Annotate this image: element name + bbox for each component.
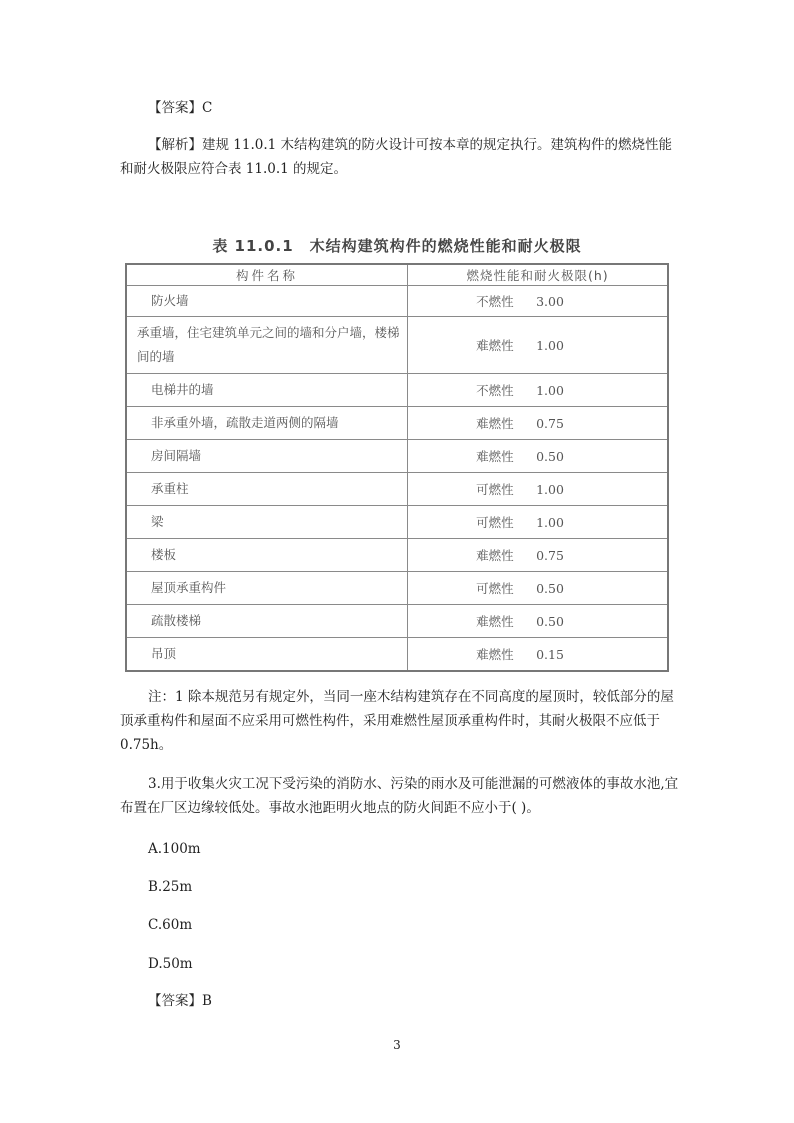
combustibility-class: 难燃性 [476, 449, 514, 464]
component-name: 防火墙 [126, 286, 408, 317]
table-row [126, 407, 668, 440]
component-name: 承重柱 [126, 473, 408, 506]
option-b: B.25m [148, 879, 193, 895]
fire-limit: 3.00 [536, 294, 564, 309]
table-row [126, 374, 668, 407]
combustibility-class: 难燃性 [476, 646, 514, 662]
component-name: 吊顶 [126, 638, 408, 671]
component-name: 非承重外墙，疏散走道两侧的隔墙 [126, 407, 408, 440]
table-row [126, 605, 668, 638]
table-title: 表 11.0.1 木结构建筑构件的燃烧性能和耐火极限 [212, 237, 582, 255]
table-row [126, 506, 668, 539]
component-name: 电梯井的墙 [126, 374, 408, 407]
fire-limit: 1.00 [536, 515, 564, 530]
combustibility-class: 可燃性 [476, 482, 514, 497]
table-row [126, 638, 668, 671]
fire-limit: 0.50 [536, 614, 564, 629]
fire-limit: 1.00 [536, 383, 564, 398]
table-row [126, 317, 668, 374]
fire-rating [408, 407, 668, 440]
component-name: 房间隔墙 [126, 440, 408, 473]
fire-rating [408, 286, 668, 317]
combustibility-class: 可燃性 [476, 581, 514, 596]
question-3: 3.用于收集火灾工况下受污染的消防水、污染的雨水及可能泄漏的可燃液体的事故水池,宜布置在厂区边缘较低处。事故水池距明火地点的防火间距不应小于( )。 [120, 776, 679, 816]
header-fire-performance: 燃烧性能和耐火极限(h) [408, 264, 668, 286]
combustibility-class: 难燃性 [476, 614, 514, 629]
component-name: 屋顶承重构件 [126, 572, 408, 605]
combustibility-class: 可燃性 [476, 515, 514, 530]
fire-limit: 0.75 [536, 416, 564, 431]
combustibility-class: 不燃性 [476, 294, 514, 309]
table-header-row [126, 264, 668, 286]
fire-rating [408, 473, 668, 506]
table-row [126, 539, 668, 572]
fire-limit: 1.00 [536, 338, 564, 353]
fire-resistance-table [125, 263, 669, 672]
option-d: D.50m [148, 956, 193, 972]
table-row [126, 440, 668, 473]
answer-line-3: 【答案】B [148, 993, 212, 1009]
table-row [126, 286, 668, 317]
fire-limit: 0.50 [536, 449, 564, 464]
fire-limit: 1.00 [536, 482, 564, 497]
option-a: A.100m [148, 841, 201, 857]
fire-rating [408, 539, 668, 572]
combustibility-class: 难燃性 [476, 338, 514, 353]
analysis-paragraph: 【解析】建规 11.0.1 木结构建筑的防火设计可按本章的规定执行。建筑构件的燃烧性能和耐火极限应符合表 11.0.1 的规定。 [120, 137, 673, 177]
fire-rating [408, 440, 668, 473]
combustibility-class: 不燃性 [476, 383, 514, 398]
fire-rating [408, 605, 668, 638]
option-c: C.60m [148, 917, 193, 933]
fire-rating [408, 374, 668, 407]
fire-limit: 0.50 [536, 581, 564, 596]
table-row [126, 473, 668, 506]
fire-rating [408, 638, 668, 671]
answer-line-1: 【答案】C [148, 100, 213, 116]
fire-limit: 0.15 [536, 646, 564, 662]
component-name: 梁 [126, 506, 408, 539]
combustibility-class: 难燃性 [476, 548, 514, 563]
fire-limit: 0.75 [536, 548, 564, 563]
page-number: 3 [393, 1038, 401, 1052]
table-row [126, 572, 668, 605]
fire-rating [408, 317, 668, 374]
combustibility-class: 难燃性 [476, 416, 514, 431]
component-name: 承重墙，住宅建筑单元之间的墙和分户墙，楼梯间的墙 [126, 317, 408, 374]
fire-rating [408, 572, 668, 605]
fire-rating [408, 506, 668, 539]
component-name: 楼板 [126, 539, 408, 572]
table-note: 注：1 除本规范另有规定外，当同一座木结构建筑存在不同高度的屋顶时，较低部分的屋顶承重构件和屋面不应采用可燃性构件，采用难燃性屋顶承重构件时，其耐火极限不应低于 0.75h。 [120, 689, 674, 753]
header-component-name: 构件名称 [126, 264, 408, 286]
component-name: 疏散楼梯 [126, 605, 408, 638]
